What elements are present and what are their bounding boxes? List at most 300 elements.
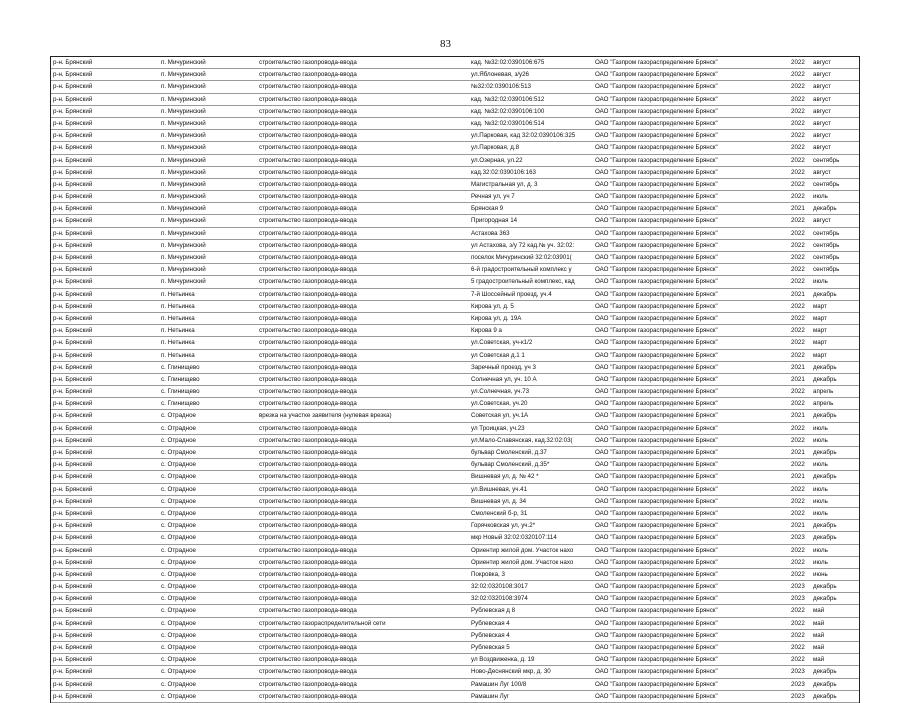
month-cell: август <box>813 59 831 66</box>
address-cell: ул Советская д.1 1 <box>471 351 525 359</box>
month-cell: апрель <box>813 400 834 408</box>
address-cell: Ориентир жилой дом. Участок нахо <box>471 546 574 554</box>
locality-cell: п. Мичуринский <box>161 168 206 176</box>
month-cell: август <box>813 217 831 225</box>
year-cell: 2022 <box>791 656 805 664</box>
work-type-cell: строительство газопровода-ввода <box>259 631 357 639</box>
district-cell: р-н. Брянский <box>53 412 93 420</box>
locality-cell: с. Глинищево <box>161 375 200 383</box>
locality-cell: п. Нетьинка <box>161 314 195 322</box>
table-row <box>51 410 859 422</box>
table-row <box>51 654 859 666</box>
locality-cell: с. Отрадное <box>161 473 196 481</box>
table-row <box>51 691 859 703</box>
organization-cell: ОАО "Газпром газораспределение Брянск" <box>595 668 718 676</box>
work-type-cell: строительство газопровода-ввода <box>259 241 357 249</box>
month-cell: июль <box>813 461 828 469</box>
organization-cell: ОАО "Газпром газораспределение Брянск" <box>595 266 718 274</box>
work-type-cell: строительство газопровода-ввода <box>259 558 357 566</box>
district-cell: р-н. Брянский <box>53 59 93 66</box>
work-type-cell: строительство газопровода-ввода <box>259 644 357 651</box>
locality-cell: п. Мичуринский <box>161 95 206 103</box>
table-row <box>51 313 859 325</box>
work-type-cell: строительство газопровода-ввода <box>259 375 357 383</box>
table-row <box>51 581 859 593</box>
table-row <box>51 337 859 349</box>
address-cell: Брянская 9 <box>471 205 504 213</box>
district-cell: р-н. Брянский <box>53 144 93 152</box>
month-cell: март <box>813 302 827 310</box>
organization-cell: ОАО "Газпром газораспределение Брянск" <box>595 522 718 530</box>
locality-cell: с. Отрадное <box>161 595 196 603</box>
address-cell: бульвар Смоленский, д.35* <box>471 461 550 469</box>
organization-cell: ОАО "Газпром газораспределение Брянск" <box>595 144 718 152</box>
locality-cell: п. Мичуринский <box>161 278 206 286</box>
month-cell: май <box>813 644 825 651</box>
table-row <box>51 471 859 483</box>
address-cell: ул.Мало-Славянская, кад.32:02:03( <box>471 436 573 444</box>
table-row <box>51 593 859 605</box>
work-type-cell: строительство газопровода-ввода <box>259 144 357 152</box>
district-cell: р-н. Брянский <box>53 388 93 396</box>
work-type-cell: строительство газопровода-ввода <box>259 107 357 115</box>
year-cell: 2022 <box>791 546 805 554</box>
address-cell: Вишневая ул, д. 34 <box>471 497 527 505</box>
year-cell: 2022 <box>791 83 805 91</box>
organization-cell: ОАО "Газпром газораспределение Брянск" <box>595 132 718 140</box>
table-row <box>51 325 859 337</box>
address-cell: ул.Солнечная, уч.73 <box>471 388 530 396</box>
table-row <box>51 459 859 471</box>
table-row <box>51 350 859 362</box>
organization-cell: ОАО "Газпром газораспределение Брянск" <box>595 375 718 383</box>
locality-cell: п. Мичуринский <box>161 205 206 213</box>
address-cell: ул Троицкая, уч.23 <box>471 424 525 432</box>
year-cell: 2022 <box>791 180 805 188</box>
table-row <box>51 142 859 154</box>
work-type-cell: строительство газопровода-ввода <box>259 205 357 213</box>
table-row <box>51 252 859 264</box>
work-type-cell: строительство газопровода-ввода <box>259 497 357 505</box>
organization-cell: ОАО "Газпром газораспределение Брянск" <box>595 107 718 115</box>
work-type-cell: строительство газопровода-ввода <box>259 570 357 578</box>
district-cell: р-н. Брянский <box>53 193 93 201</box>
month-cell: декабрь <box>813 473 837 481</box>
district-cell: р-н. Брянский <box>53 680 93 688</box>
month-cell: май <box>813 656 825 664</box>
organization-cell: ОАО "Газпром газораспределение Брянск" <box>595 327 718 335</box>
organization-cell: ОАО "Газпром газораспределение Брянск" <box>595 83 718 91</box>
organization-cell: ОАО "Газпром газораспределение Брянск" <box>595 607 718 615</box>
address-cell: ул Астахова, з/у 72 кад.№ уч. 32:02: <box>471 241 575 249</box>
work-type-cell: строительство газопровода-ввода <box>259 461 357 469</box>
month-cell: август <box>813 119 831 127</box>
month-cell: декабрь <box>813 595 837 603</box>
address-cell: кад.32:02:0390106:163 <box>471 168 536 176</box>
district-cell: р-н. Брянский <box>53 71 93 79</box>
year-cell: 2022 <box>791 229 805 237</box>
organization-cell: ОАО "Газпром газораспределение Брянск" <box>595 534 718 542</box>
organization-cell: ОАО "Газпром газораспределение Брянск" <box>595 595 718 603</box>
district-cell: р-н. Брянский <box>53 254 93 261</box>
district-cell: р-н. Брянский <box>53 266 93 274</box>
address-cell: ул.Парковая, д.8 <box>471 144 520 152</box>
month-cell: июль <box>813 509 828 517</box>
organization-cell: ОАО "Газпром газораспределение Брянск" <box>595 400 718 408</box>
address-cell: ул.Яблоневая, з/у26 <box>471 71 529 79</box>
year-cell: 2022 <box>791 217 805 225</box>
work-type-cell: строительство газопровода-ввода <box>259 436 357 444</box>
address-cell: Магистральная ул, д. 3 <box>471 180 538 188</box>
address-cell: Ново-Деснянский мкр, д. 30 <box>471 668 551 676</box>
address-cell: кад. №32:02:0390106:100 <box>471 107 545 115</box>
organization-cell: ОАО "Газпром газораспределение Брянск" <box>595 449 718 456</box>
work-type-cell: строительство газопровода-ввода <box>259 314 357 322</box>
month-cell: август <box>813 168 831 176</box>
district-cell: р-н. Брянский <box>53 436 93 444</box>
district-cell: р-н. Брянский <box>53 595 93 603</box>
district-cell: р-н. Брянский <box>53 424 93 432</box>
table-row <box>51 264 859 276</box>
locality-cell: п. Мичуринский <box>161 83 206 91</box>
work-type-cell: строительство газопровода-ввода <box>259 71 357 79</box>
month-cell: декабрь <box>813 375 837 383</box>
district-cell: р-н. Брянский <box>53 497 93 505</box>
table-row <box>51 57 859 69</box>
locality-cell: с. Отрадное <box>161 522 196 530</box>
month-cell: август <box>813 71 831 79</box>
locality-cell: с. Отрадное <box>161 412 196 420</box>
work-type-cell: строительство газопровода-ввода <box>259 449 357 456</box>
locality-cell: с. Отрадное <box>161 558 196 566</box>
organization-cell: ОАО "Газпром газораспределение Брянск" <box>595 570 718 578</box>
year-cell: 2022 <box>791 607 805 615</box>
table-row <box>51 532 859 544</box>
district-cell: р-н. Брянский <box>53 570 93 578</box>
district-cell: р-н. Брянский <box>53 217 93 225</box>
organization-cell: ОАО "Газпром газораспределение Брянск" <box>595 229 718 237</box>
organization-cell: ОАО "Газпром газораспределение Брянск" <box>595 497 718 505</box>
table-row <box>51 69 859 81</box>
month-cell: май <box>813 607 825 615</box>
table-row <box>51 118 859 130</box>
address-cell: ул.Советская, уч.20 <box>471 400 528 408</box>
page-number: 83 <box>440 38 451 50</box>
organization-cell: ОАО "Газпром газораспределение Брянск" <box>595 583 718 591</box>
locality-cell: п. Мичуринский <box>161 59 206 66</box>
month-cell: март <box>813 351 827 359</box>
month-cell: август <box>813 83 831 91</box>
year-cell: 2023 <box>791 534 805 542</box>
locality-cell: п. Нетьинка <box>161 327 195 335</box>
table-row <box>51 605 859 617</box>
district-cell: р-н. Брянский <box>53 241 93 249</box>
month-cell: август <box>813 132 831 140</box>
district-cell: р-н. Брянский <box>53 375 93 383</box>
address-cell: Кирова ул, д. 5 <box>471 302 514 310</box>
work-type-cell: строительство газопровода-ввода <box>259 680 357 688</box>
locality-cell: с. Отрадное <box>161 583 196 591</box>
address-cell: Заречный проезд, уч 3 <box>471 363 536 371</box>
work-type-cell: строительство газопровода-ввода <box>259 156 357 164</box>
table-row <box>51 508 859 520</box>
month-cell: август <box>813 144 831 152</box>
table-row <box>51 423 859 435</box>
table-row <box>51 179 859 191</box>
address-cell: Пригородная 14 <box>471 217 518 225</box>
address-cell: 5 градостроительный комплекс, кад <box>471 278 575 286</box>
district-cell: р-н. Брянский <box>53 363 93 371</box>
table-row <box>51 289 859 301</box>
table-row <box>51 94 859 106</box>
district-cell: р-н. Брянский <box>53 180 93 188</box>
work-type-cell: строительство газопровода-ввода <box>259 278 357 286</box>
organization-cell: ОАО "Газпром газораспределение Брянск" <box>595 412 718 420</box>
work-type-cell: строительство газопровода-ввода <box>259 595 357 603</box>
locality-cell: п. Нетьинка <box>161 302 195 310</box>
work-type-cell: строительство газопровода-ввода <box>259 302 357 310</box>
address-cell: Смоленский б-р, 31 <box>471 509 528 517</box>
organization-cell: ОАО "Газпром газораспределение Брянск" <box>595 254 718 261</box>
organization-cell: ОАО "Газпром газораспределение Брянск" <box>595 692 718 700</box>
year-cell: 2021 <box>791 363 805 371</box>
district-cell: р-н. Брянский <box>53 644 93 651</box>
address-cell: Горячковская ул, уч.2* <box>471 522 536 530</box>
year-cell: 2022 <box>791 144 805 152</box>
work-type-cell: строительство газопровода-ввода <box>259 692 357 700</box>
table-row <box>51 276 859 288</box>
table-row <box>51 106 859 118</box>
month-cell: март <box>813 339 827 347</box>
organization-cell: ОАО "Газпром газораспределение Брянск" <box>595 339 718 347</box>
work-type-cell: строительство газопровода-ввода <box>259 83 357 91</box>
work-type-cell: строительство газопровода-ввода <box>259 254 357 261</box>
locality-cell: с. Отрадное <box>161 424 196 432</box>
work-type-cell: строительство газопровода-ввода <box>259 95 357 103</box>
year-cell: 2022 <box>791 424 805 432</box>
organization-cell: ОАО "Газпром газораспределение Брянск" <box>595 193 718 201</box>
month-cell: сентябрь <box>813 241 840 249</box>
district-cell: р-н. Брянский <box>53 229 93 237</box>
table-row <box>51 362 859 374</box>
organization-cell: ОАО "Газпром газораспределение Брянск" <box>595 485 718 493</box>
address-cell: Рублевская д 8 <box>471 607 516 615</box>
work-type-cell: строительство газопровода-ввода <box>259 339 357 347</box>
work-type-cell: строительство газопровода-ввода <box>259 217 357 225</box>
table-row <box>51 496 859 508</box>
month-cell: сентябрь <box>813 266 840 274</box>
address-cell: Солнечная ул, уч. 10 А <box>471 375 537 383</box>
year-cell: 2022 <box>791 461 805 469</box>
district-cell: р-н. Брянский <box>53 168 93 176</box>
address-cell: Рамашин Луг 100/8 <box>471 680 527 688</box>
locality-cell: п. Мичуринский <box>161 132 206 140</box>
district-cell: р-н. Брянский <box>53 656 93 664</box>
district-cell: р-н. Брянский <box>53 509 93 517</box>
organization-cell: ОАО "Газпром газораспределение Брянск" <box>595 217 718 225</box>
district-cell: р-н. Брянский <box>53 461 93 469</box>
year-cell: 2022 <box>791 278 805 286</box>
address-cell: Советская ул, уч.1А <box>471 412 529 420</box>
address-cell: 32:02:0320108:3974 <box>471 595 528 603</box>
table-row <box>51 569 859 581</box>
month-cell: июль <box>813 546 828 554</box>
month-cell: апрель <box>813 388 834 396</box>
district-cell: р-н. Брянский <box>53 692 93 700</box>
organization-cell: ОАО "Газпром газораспределение Брянск" <box>595 241 718 249</box>
table-row <box>51 447 859 459</box>
district-cell: р-н. Брянский <box>53 302 93 310</box>
locality-cell: п. Нетьинка <box>161 290 195 298</box>
work-type-cell: строительство газопровода-ввода <box>259 607 357 615</box>
table-row <box>51 484 859 496</box>
address-cell: кад. №32:02:0390106:514 <box>471 119 545 127</box>
month-cell: декабрь <box>813 680 837 688</box>
year-cell: 2022 <box>791 266 805 274</box>
organization-cell: ОАО "Газпром газораспределение Брянск" <box>595 656 718 664</box>
month-cell: декабрь <box>813 692 837 700</box>
locality-cell: п. Нетьинка <box>161 351 195 359</box>
year-cell: 2022 <box>791 644 805 651</box>
year-cell: 2021 <box>791 412 805 420</box>
work-type-cell: строительство газопровода-ввода <box>259 363 357 371</box>
organization-cell: ОАО "Газпром газораспределение Брянск" <box>595 631 718 639</box>
district-cell: р-н. Брянский <box>53 619 93 627</box>
district-cell: р-н. Брянский <box>53 278 93 286</box>
locality-cell: п. Мичуринский <box>161 71 206 79</box>
address-cell: мкр Новый 32:02:0320107:114 <box>471 534 557 542</box>
address-cell: ул.Озерная, ул.22 <box>471 156 523 164</box>
month-cell: декабрь <box>813 363 837 371</box>
organization-cell: ОАО "Газпром газораспределение Брянск" <box>595 509 718 517</box>
address-cell: Рублевская 4 <box>471 631 510 639</box>
locality-cell: с. Отрадное <box>161 680 196 688</box>
month-cell: март <box>813 314 827 322</box>
year-cell: 2022 <box>791 241 805 249</box>
month-cell: июль <box>813 436 828 444</box>
month-cell: май <box>813 619 825 627</box>
locality-cell: с. Отрадное <box>161 509 196 517</box>
address-cell: Рамашин Луг <box>471 692 510 700</box>
address-cell: 6-й градостроительный комплекс у <box>471 266 572 274</box>
year-cell: 2022 <box>791 107 805 115</box>
locality-cell: с. Отрадное <box>161 607 196 615</box>
month-cell: декабрь <box>813 583 837 591</box>
year-cell: 2022 <box>791 314 805 322</box>
locality-cell: с. Глинищево <box>161 363 200 371</box>
table-row <box>51 215 859 227</box>
locality-cell: с. Отрадное <box>161 461 196 469</box>
year-cell: 2022 <box>791 436 805 444</box>
locality-cell: п. Мичуринский <box>161 229 206 237</box>
organization-cell: ОАО "Газпром газораспределение Брянск" <box>595 180 718 188</box>
table-row <box>51 240 859 252</box>
district-cell: р-н. Брянский <box>53 327 93 335</box>
year-cell: 2022 <box>791 497 805 505</box>
district-cell: р-н. Брянский <box>53 83 93 91</box>
table-row <box>51 618 859 630</box>
locality-cell: п. Мичуринский <box>161 119 206 127</box>
work-type-cell: строительство газопровода-ввода <box>259 327 357 335</box>
district-cell: р-н. Брянский <box>53 558 93 566</box>
organization-cell: ОАО "Газпром газораспределение Брянск" <box>595 436 718 444</box>
year-cell: 2022 <box>791 132 805 140</box>
table-row <box>51 679 859 691</box>
address-cell: Рублевская 5 <box>471 644 510 651</box>
year-cell: 2022 <box>791 327 805 335</box>
locality-cell: с. Отрадное <box>161 570 196 578</box>
district-cell: р-н. Брянский <box>53 668 93 676</box>
month-cell: сентябрь <box>813 254 840 261</box>
work-type-cell: строительство газопровода-ввода <box>259 534 357 542</box>
work-type-cell: строительство газопровода-ввода <box>259 59 357 66</box>
district-cell: р-н. Брянский <box>53 205 93 213</box>
locality-cell: с. Глинищево <box>161 400 200 408</box>
locality-cell: с. Отрадное <box>161 619 196 627</box>
district-cell: р-н. Брянский <box>53 156 93 164</box>
month-cell: март <box>813 327 827 335</box>
locality-cell: с. Отрадное <box>161 656 196 664</box>
address-cell: ул Воздвиженка, д. 19 <box>471 656 535 664</box>
month-cell: июль <box>813 424 828 432</box>
organization-cell: ОАО "Газпром газораспределение Брянск" <box>595 119 718 127</box>
month-cell: декабрь <box>813 290 837 298</box>
table-row <box>51 630 859 642</box>
district-cell: р-н. Брянский <box>53 631 93 639</box>
work-type-cell: строительство газопровода-ввода <box>259 509 357 517</box>
table-row <box>51 167 859 179</box>
year-cell: 2023 <box>791 680 805 688</box>
organization-cell: ОАО "Газпром газораспределение Брянск" <box>595 680 718 688</box>
locality-cell: с. Отрадное <box>161 631 196 639</box>
locality-cell: с. Отрадное <box>161 668 196 676</box>
address-cell: поселок Мичуринский 32:02:03901( <box>471 254 572 261</box>
district-cell: р-н. Брянский <box>53 351 93 359</box>
address-cell: кад. №32:02:0390106:512 <box>471 95 545 103</box>
address-cell: ул.Вишневая, уч.41 <box>471 485 528 493</box>
table-row <box>51 386 859 398</box>
district-cell: р-н. Брянский <box>53 546 93 554</box>
district-cell: р-н. Брянский <box>53 583 93 591</box>
month-cell: июль <box>813 193 828 201</box>
year-cell: 2021 <box>791 205 805 213</box>
district-cell: р-н. Брянский <box>53 607 93 615</box>
address-cell: ул.Советская, уч-к1/2 <box>471 339 533 347</box>
year-cell: 2022 <box>791 193 805 201</box>
year-cell: 2021 <box>791 522 805 530</box>
district-cell: р-н. Брянский <box>53 132 93 140</box>
locality-cell: с. Отрадное <box>161 546 196 554</box>
address-cell: бульвар Смоленский, д.37 <box>471 449 547 456</box>
organization-cell: ОАО "Газпром газораспределение Брянск" <box>595 59 718 66</box>
work-type-cell: строительство газопровода-ввода <box>259 168 357 176</box>
address-cell: Астахова 363 <box>471 229 510 237</box>
work-type-cell: строительство газопровода-ввода <box>259 351 357 359</box>
work-type-cell: строительство газопровода-ввода <box>259 522 357 530</box>
organization-cell: ОАО "Газпром газораспределение Брянск" <box>595 302 718 310</box>
table-row <box>51 374 859 386</box>
locality-cell: с. Отрадное <box>161 449 196 456</box>
month-cell: декабрь <box>813 205 837 213</box>
locality-cell: с. Отрадное <box>161 485 196 493</box>
month-cell: декабрь <box>813 534 837 542</box>
year-cell: 2023 <box>791 583 805 591</box>
month-cell: май <box>813 631 825 639</box>
address-cell: Речная ул, уч 7 <box>471 193 515 201</box>
locality-cell: с. Отрадное <box>161 644 196 651</box>
work-type-cell: строительство газопровода-ввода <box>259 266 357 274</box>
table-row <box>51 130 859 142</box>
